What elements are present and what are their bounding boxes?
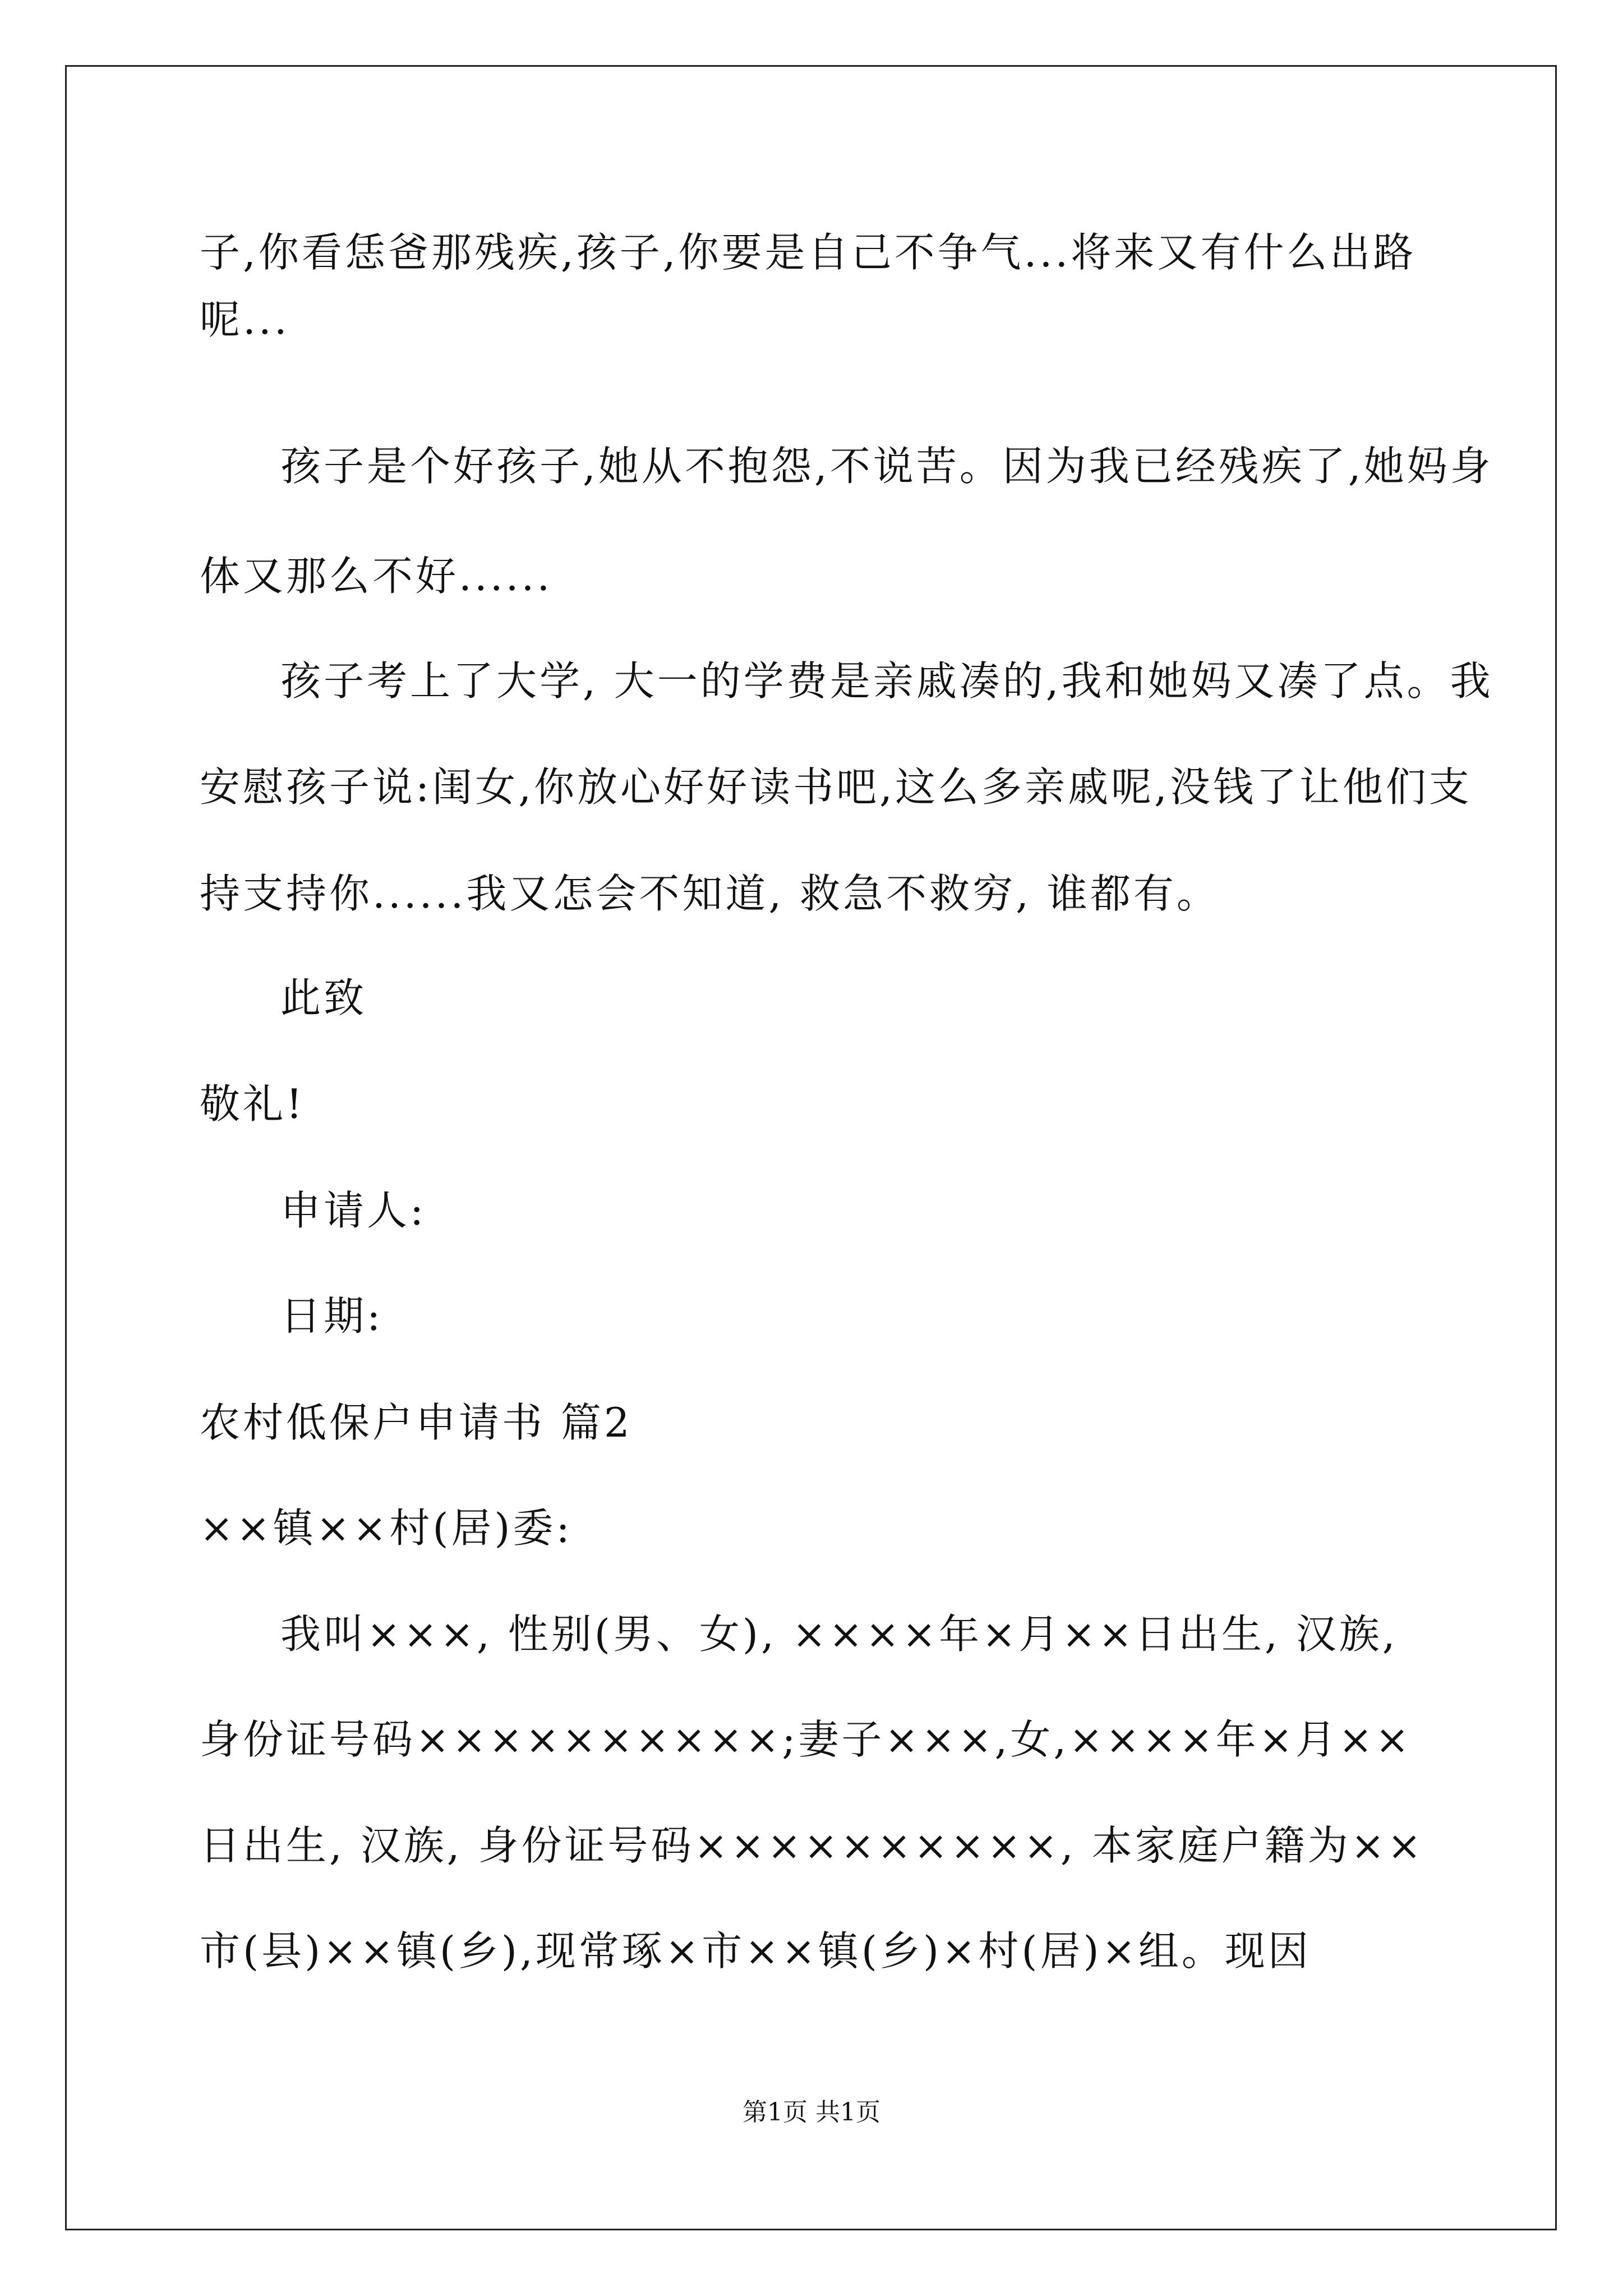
text-line-14: 我叫×××, 性别(男、女), ××××年×月××日出生, 汉族, <box>280 1611 1398 1658</box>
page-border <box>65 65 1557 2230</box>
text-line-6: 安慰孩子说:闺女,你放心好好读书吧,这么多亲戚呢,没钱了让他们支 <box>200 763 1472 811</box>
date-label: 日期: <box>280 1292 384 1340</box>
text-line-2: 呢... <box>200 296 290 343</box>
closing-respect: 敬礼! <box>200 1080 305 1128</box>
text-line-15: 身份证号码××××××××××;妻子×××,女,××××年×月×× <box>200 1716 1412 1763</box>
section-title: 农村低保户申请书 篇2 <box>200 1399 633 1446</box>
text-line-3: 孩子是个好孩子,她从不抱怨,不说苦。因为我已经残疾了,她妈身 <box>280 443 1493 490</box>
addressee: ××镇××村(居)委: <box>200 1504 573 1552</box>
text-line-5: 孩子考上了大学, 大一的学费是亲戚凑的,我和她妈又凑了点。我 <box>280 657 1493 705</box>
text-line-16: 日出生, 汉族, 身份证号码××××××××××, 本家庭户籍为×× <box>200 1822 1424 1869</box>
text-line-7: 持支持你......我又怎会不知道, 救急不救穷, 谁都有。 <box>200 870 1220 917</box>
closing-salutation: 此致 <box>280 974 367 1022</box>
text-line-4: 体又那么不好...... <box>200 553 553 600</box>
text-line-17: 市(县)××镇(乡),现常琢×市××镇(乡)×村(居)×组。现因 <box>200 1927 1311 1975</box>
text-line-1: 子,你看恁爸那残疾,孩子,你要是自己不争气...将来又有什么出路 <box>200 229 1417 276</box>
page-number-footer: 第1页 共1页 <box>743 2098 880 2127</box>
applicant-label: 申请人: <box>280 1187 427 1234</box>
